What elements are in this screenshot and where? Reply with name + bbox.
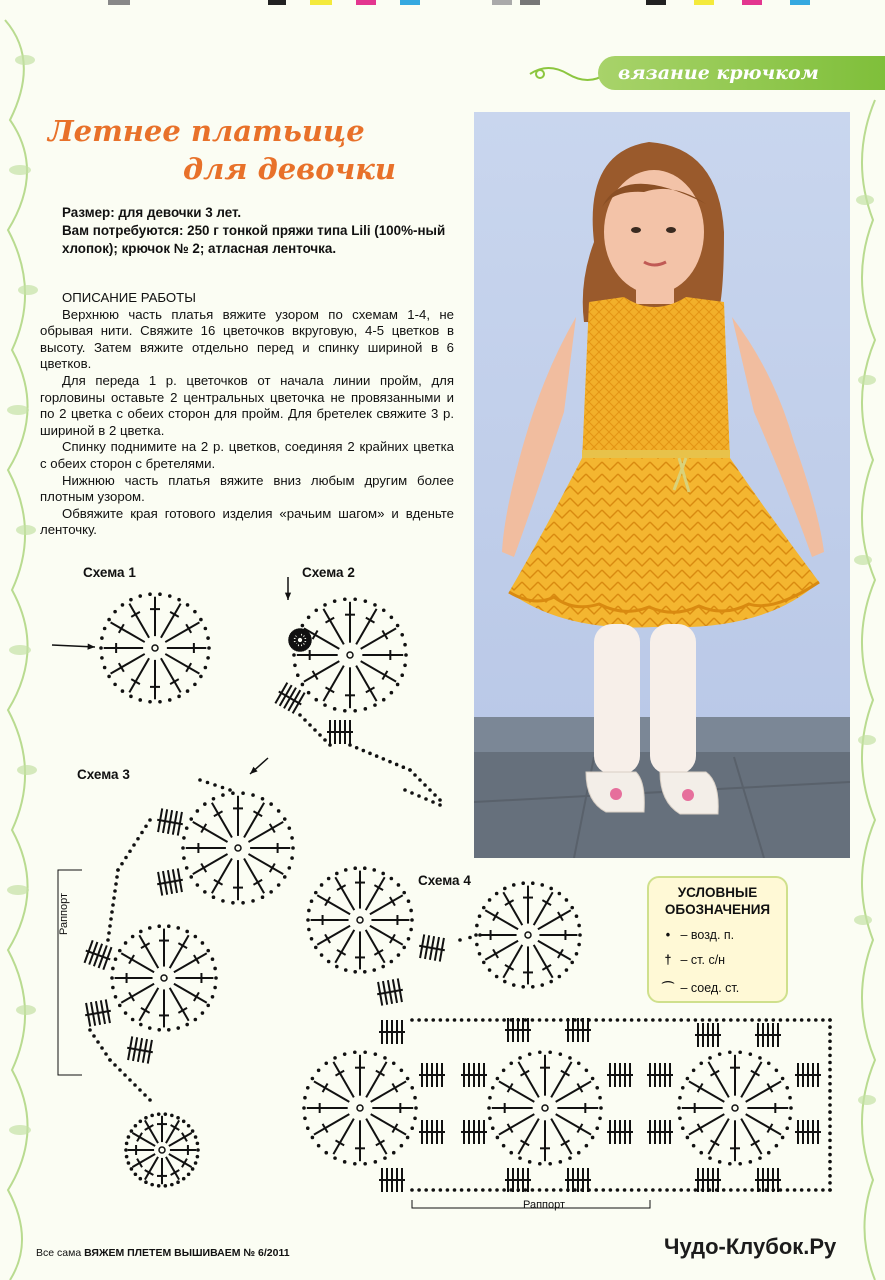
double-crochet-icon: † xyxy=(664,953,672,967)
materials-text: Вам потребуются: 250 г тонкой пряжи типа Lili (100%-ный хлопок); крючок № 2; атласная ленточка. xyxy=(62,223,446,256)
legend-item-chain xyxy=(659,928,734,942)
title-line-2: для девочки xyxy=(183,152,397,186)
legend-item-text: – соед. ст. xyxy=(680,981,740,995)
description-paragraph: Спинку поднимите на 2 р. цветков, соединяя 2 крайних цветка с обеих сторон с бретелями. xyxy=(40,439,454,471)
legend-heading-line-1: УСЛОВНЫЕ xyxy=(677,885,758,900)
description-heading: ОПИСАНИЕ РАБОТЫ xyxy=(62,290,196,305)
footer-watermark: Чудо-Клубок.Ру xyxy=(664,1234,837,1259)
section-banner: вязание крючком xyxy=(598,56,885,90)
legend-box xyxy=(647,876,788,1003)
footer-magazine xyxy=(36,1247,290,1259)
slip-stitch-icon: ⌒ xyxy=(661,981,675,995)
description-paragraph: Верхнюю часть платья вяжите узором по схемам 1-4, не обрывая нити. Свяжите 16 цветочков вкруговую, 4-5 цветков в высоту. Затем вяжите отдельно перед и спинку шириной в 6 цветков. xyxy=(40,306,454,372)
scheme-3-label: Схема 3 xyxy=(77,767,130,782)
raport-label-horizontal: Раппорт xyxy=(523,1199,566,1211)
description-paragraph: Нижнюю часть платья вяжите вниз любым другим более плотным узором. xyxy=(40,472,454,505)
footer-title: ВЯЖЕМ ПЛЕТЕМ ВЫШИВАЕМ xyxy=(84,1247,241,1259)
scheme-4-label: Схема 4 xyxy=(418,873,471,888)
legend-item-text: – ст. с/н xyxy=(680,953,726,967)
legend-item-dc xyxy=(659,953,725,967)
legend-heading-line-2: ОБОЗНАЧЕНИЯ xyxy=(664,902,771,917)
legend-item-slip xyxy=(659,978,739,996)
scheme-2-label: Схема 2 xyxy=(302,565,355,580)
description-paragraph: Обвяжите края готового изделия «рачьим шагом» и вденьте ленточку. xyxy=(40,505,454,538)
chain-stitch-icon: • xyxy=(665,928,671,942)
raport-label-vertical: Раппорт xyxy=(58,892,70,935)
footer-issue: № 6/2011 xyxy=(243,1247,290,1259)
footer-prefix: Все сама xyxy=(36,1247,82,1259)
size-text: Размер: для девочки 3 лет. xyxy=(62,205,242,220)
title-line-1: Летнее платьице xyxy=(48,114,365,148)
legend-item-text: – возд. п. xyxy=(680,928,735,942)
legend-heading xyxy=(649,884,786,918)
description-paragraph: Для переда 1 р. цветочков от начала линии пройм, для горловины оставьте 2 центральных цветочка не провязанными и по 2 цветка с обеих сторон для пройм. Для бретелек свяжите 3 р. шириной в 2 цветка. xyxy=(40,372,454,438)
scheme-1-label: Схема 1 xyxy=(83,565,136,580)
